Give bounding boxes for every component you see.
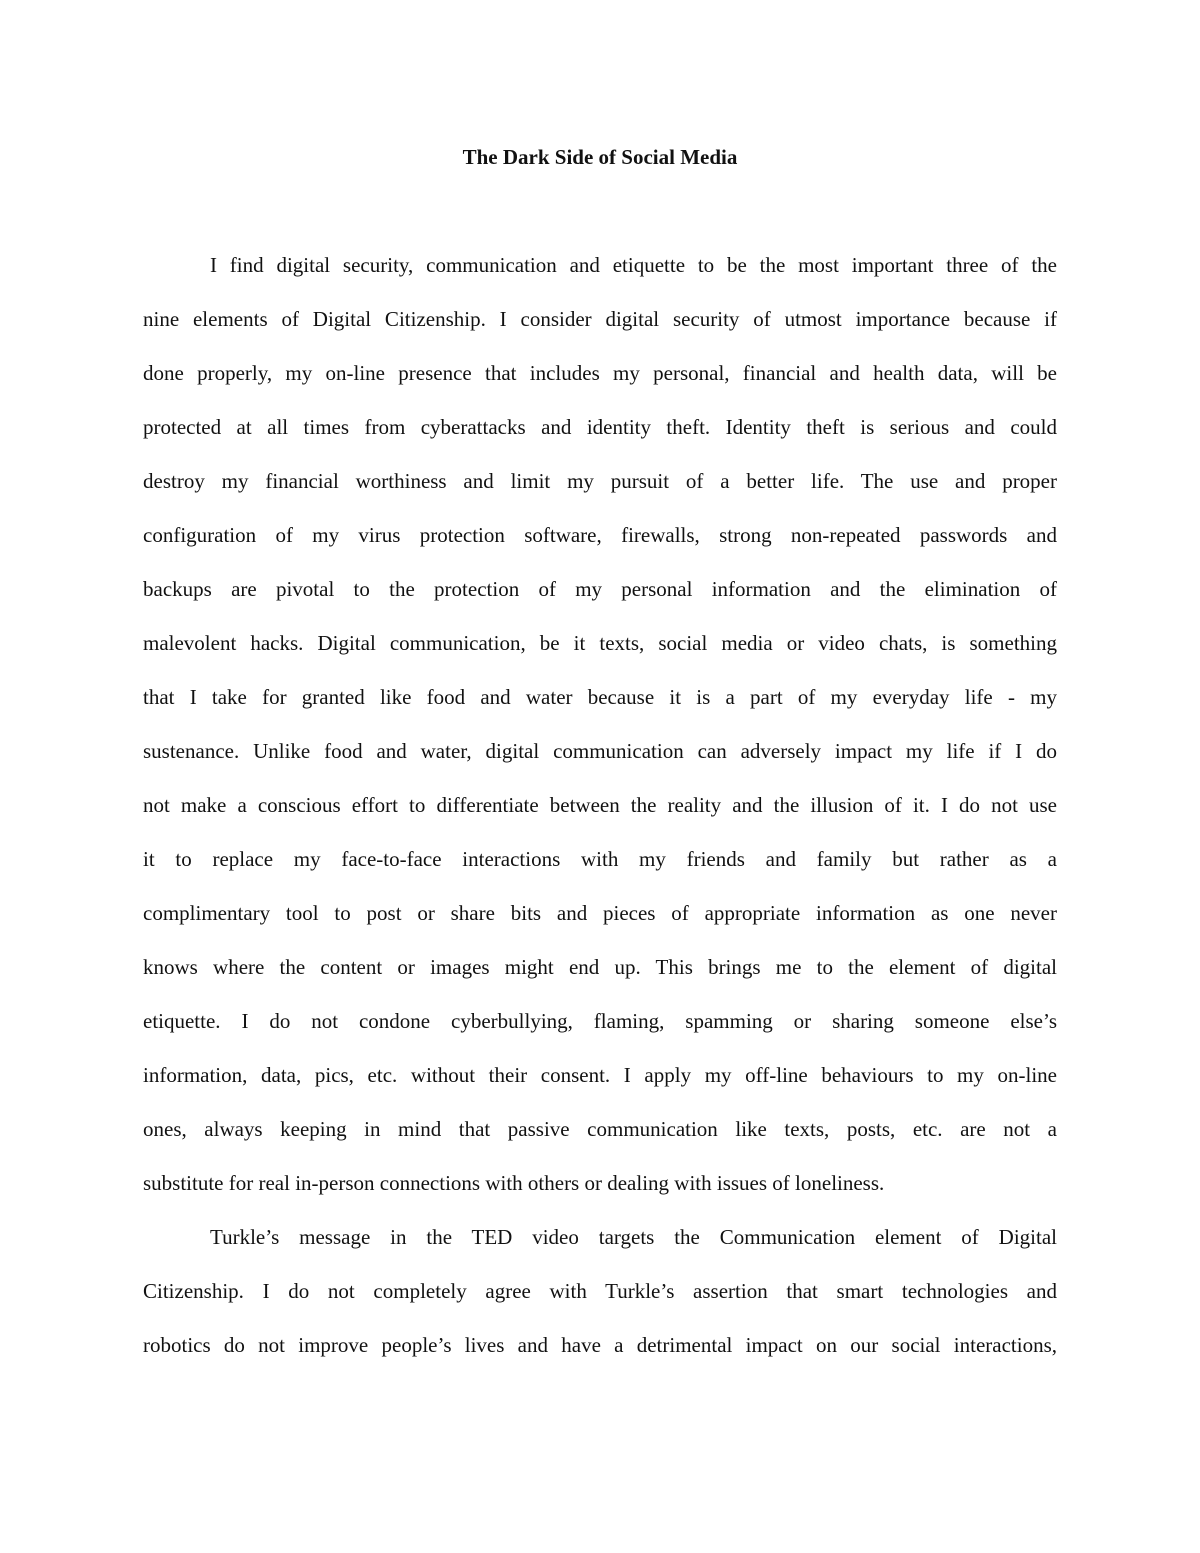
paragraph-line: Citizenship. I do not completely agree with Turkle’s assertion that smart technologies and <box>143 1279 1057 1303</box>
paragraph-line: protected at all times from cyberattacks and identity theft. Identity theft is serious and could <box>143 415 1057 439</box>
paragraph-line: done properly, my on-line presence that includes my personal, financial and health data, will be <box>143 361 1057 385</box>
paragraph-line: substitute for real in-person connections with others or dealing with issues of loneliness. <box>143 1171 885 1195</box>
paragraph-line: nine elements of Digital Citizenship. I consider digital security of utmost importance because if <box>143 307 1057 331</box>
paragraph-line: malevolent hacks. Digital communication, be it texts, social media or video chats, is something <box>143 631 1057 655</box>
paragraph-line: backups are pivotal to the protection of my personal information and the elimination of <box>143 577 1057 601</box>
paragraph-line: not make a conscious effort to differentiate between the reality and the illusion of it. I do not use <box>143 793 1057 817</box>
paragraph-line: sustenance. Unlike food and water, digital communication can adversely impact my life if I do <box>143 739 1057 763</box>
paragraph-line: complimentary tool to post or share bits and pieces of appropriate information as one never <box>143 901 1057 925</box>
paragraph-line: I find digital security, communication and etiquette to be the most important three of the <box>210 253 1057 277</box>
document-title: The Dark Side of Social Media <box>462 145 738 169</box>
paragraph-line: that I take for granted like food and water because it is a part of my everyday life - my <box>143 685 1057 709</box>
paragraph-line: etiquette. I do not condone cyberbullying, flaming, spamming or sharing someone else’s <box>143 1009 1057 1033</box>
paragraph-line: information, data, pics, etc. without their consent. I apply my off-line behaviours to my on-line <box>143 1063 1057 1087</box>
paragraph-line: it to replace my face-to-face interactions with my friends and family but rather as a <box>143 847 1057 871</box>
paragraph-line: destroy my financial worthiness and limit my pursuit of a better life. The use and proper <box>143 469 1057 493</box>
paragraph-line: ones, always keeping in mind that passive communication like texts, posts, etc. are not a <box>143 1117 1057 1141</box>
paragraph-line: knows where the content or images might end up. This brings me to the element of digital <box>143 955 1057 979</box>
paragraph-line: configuration of my virus protection software, firewalls, strong non-repeated passwords and <box>143 523 1057 547</box>
paragraph-line: robotics do not improve people’s lives and have a detrimental impact on our social interactions, <box>143 1333 1057 1357</box>
paragraph-line: Turkle’s message in the TED video targets the Communication element of Digital <box>210 1225 1057 1249</box>
